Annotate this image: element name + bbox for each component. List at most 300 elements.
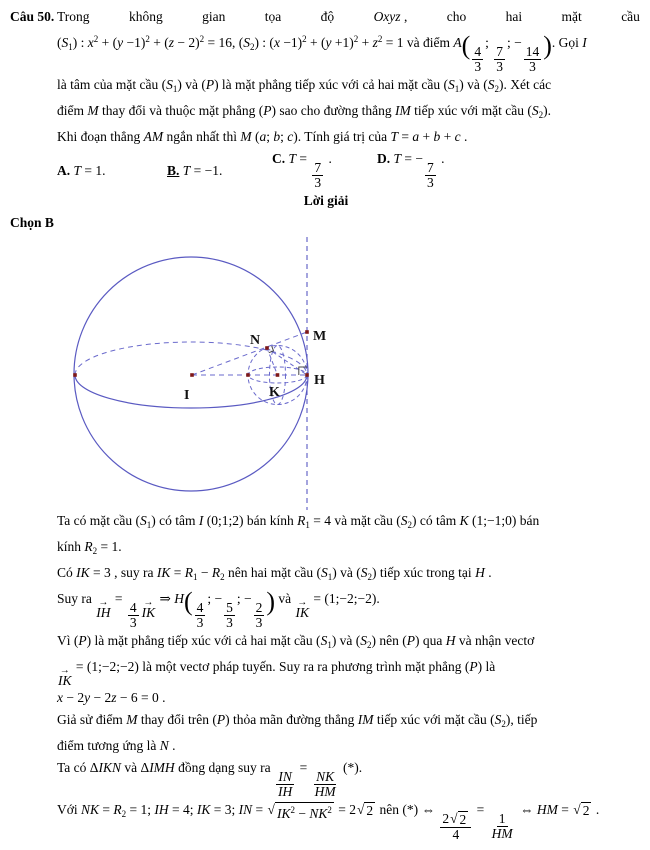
answer-option-D: [377, 151, 642, 190]
text-run: 4: [196, 600, 204, 615]
text-run: ) sao cho đường thẳng: [271, 103, 396, 118]
text-run: ) có tâm: [411, 513, 460, 528]
subscript: 1: [193, 572, 198, 582]
radicand: [364, 802, 375, 818]
radical-sign: √: [573, 802, 581, 817]
vector-name: IK: [295, 605, 310, 620]
question-block: [10, 6, 642, 148]
fraction: [254, 601, 265, 630]
math-var: R: [297, 513, 306, 528]
text-run: .: [484, 565, 492, 580]
label-I: I: [184, 388, 190, 403]
vector-name: IK: [58, 673, 72, 688]
text-run: −1): [279, 35, 303, 50]
text-run: + (: [149, 35, 169, 50]
math-var: I: [198, 513, 204, 528]
math-var: IN: [238, 802, 253, 817]
text-line: [57, 687, 640, 709]
math-var: NK: [309, 806, 328, 821]
fraction: [440, 811, 471, 842]
text-run: =: [99, 802, 114, 817]
vector-arrow: →: [143, 600, 154, 607]
text-run: (0;1;2) bán kính: [203, 513, 298, 528]
math-var: IKN: [98, 760, 121, 775]
denominator: [254, 616, 265, 630]
text-run: ⇒: [156, 591, 175, 606]
text-run: tiếp xúc với mặt cầu (: [373, 712, 495, 727]
bold-text: A.: [57, 162, 74, 178]
vector: [58, 668, 72, 687]
denominator: [425, 176, 436, 190]
text-run: ,: [400, 9, 408, 24]
justified-word: [621, 6, 640, 28]
fraction: [312, 161, 323, 190]
superscript: 2: [145, 34, 150, 44]
numerator: [128, 601, 139, 616]
superscript: 2: [353, 34, 359, 44]
point-N: [265, 346, 269, 350]
math-var: P: [205, 77, 215, 92]
denominator: [313, 785, 338, 799]
text-run: ). Xét các: [498, 77, 552, 92]
text-run: ) là: [477, 659, 496, 674]
fraction: [195, 601, 206, 630]
text-run: = 3 , suy ra: [89, 565, 157, 580]
fraction: [313, 770, 338, 799]
subscript: 2: [407, 520, 412, 530]
text-line: [57, 630, 640, 656]
radical-sign: √: [356, 802, 365, 817]
subscript: 1: [68, 42, 73, 52]
text-run: ) và (: [177, 77, 206, 92]
justified-word: [129, 6, 163, 28]
text-run: 3: [196, 615, 204, 630]
subscript: 1: [454, 84, 460, 94]
text-run: thay đổi và thuộc mặt phẳng (: [98, 103, 264, 118]
math-var: NK: [81, 802, 100, 817]
subscript: 1: [327, 640, 332, 650]
solution-lines: [57, 510, 640, 842]
math-var: T: [73, 162, 82, 178]
text-run: ; −: [236, 591, 252, 606]
math-var: S: [166, 77, 173, 92]
subscript: 1: [327, 572, 333, 582]
math-var: S: [360, 633, 368, 648]
text-run: .: [437, 151, 445, 166]
text-run: ; −: [207, 591, 223, 606]
text-run: ) :: [72, 35, 88, 50]
bold-underlined-text: B: [167, 162, 177, 178]
justified-word: [506, 6, 523, 28]
text-run: Vì (: [57, 633, 79, 648]
fraction: [224, 601, 235, 630]
subscript: 1: [146, 520, 152, 530]
superscript: 2: [290, 805, 295, 815]
math-var: R: [211, 565, 221, 580]
big-paren: ): [543, 31, 552, 60]
math-var: P: [263, 103, 272, 118]
justified-word: [202, 6, 225, 28]
subscript: 2: [501, 719, 506, 729]
math-var: z: [372, 35, 378, 50]
text-run: ) và (: [331, 633, 361, 648]
denominator: [128, 616, 139, 630]
math-var: a: [412, 129, 420, 144]
text-run: và Δ: [121, 760, 150, 775]
point-I: [190, 373, 194, 377]
text-line: [57, 562, 640, 588]
math-var: S: [243, 35, 250, 50]
text-run: ) tiếp xúc trong tại: [371, 565, 476, 580]
text-run: =: [111, 591, 126, 606]
text-run: Khi đoạn thẳng: [57, 129, 144, 144]
math-var: R: [84, 539, 93, 554]
vector: [296, 600, 310, 619]
text-run: − 2: [63, 690, 85, 705]
text-run: 2: [582, 803, 590, 818]
text-run: điểm tương ứng là: [57, 738, 160, 753]
text-run: gian: [202, 9, 226, 24]
numerator: [472, 45, 483, 60]
square-root: [450, 811, 468, 827]
text-run: 7: [427, 160, 434, 175]
text-run: ) nên (: [371, 633, 407, 648]
denominator: [276, 785, 294, 799]
math-var: P: [406, 633, 416, 648]
text-line: [57, 536, 640, 562]
text-run: .: [460, 129, 468, 144]
justified-word: [447, 6, 467, 28]
justified-word: [374, 6, 408, 28]
superscript: 2: [327, 805, 332, 815]
subscript: 2: [538, 110, 544, 120]
text-run: +: [419, 129, 434, 144]
answer-option-B: [167, 163, 272, 179]
text-run: 4: [129, 600, 137, 615]
math-var: M: [126, 712, 138, 727]
text-run: hai: [505, 9, 523, 24]
text-run: =: [170, 565, 185, 580]
text-run: là tâm của mặt cầu (: [57, 77, 167, 92]
text-run: . Gọi: [551, 35, 583, 50]
text-run: = 4 và mặt cầu (: [309, 513, 401, 528]
math-var: M: [87, 103, 99, 118]
math-var: NK: [316, 769, 335, 784]
math-var: S: [320, 565, 328, 580]
text-run: không: [128, 9, 163, 24]
math-var: T: [390, 129, 399, 144]
math-var: IK: [196, 802, 211, 817]
text-run: mặt: [561, 9, 582, 24]
text-run: Với: [57, 802, 82, 817]
vector-name: IK: [141, 605, 156, 620]
text-line: [57, 735, 640, 757]
text-run: = 2: [334, 802, 356, 817]
text-run: 3: [255, 615, 263, 630]
text-line: [57, 656, 640, 687]
math-var: S: [494, 712, 502, 727]
math-var: b: [273, 129, 281, 144]
subscript: 1: [172, 84, 178, 94]
text-run: Giả sử điểm: [57, 712, 127, 727]
superscript: 2: [302, 34, 307, 44]
text-run: tọa: [264, 9, 282, 24]
numerator: [440, 811, 471, 828]
text-run: 3: [496, 59, 503, 74]
vector-arrow: →: [98, 600, 109, 607]
text-run: Ta có Δ: [57, 760, 99, 775]
question-lines: [57, 28, 640, 148]
superscript: 2: [377, 34, 383, 44]
text-line: [57, 709, 640, 735]
label-N: N: [250, 333, 261, 348]
point-left-pole: [73, 373, 77, 377]
text-run: .: [592, 802, 600, 817]
denominator: [450, 828, 461, 842]
text-run: độ: [320, 9, 335, 24]
text-run: ) qua: [415, 633, 446, 648]
text-run: = 1;: [126, 802, 155, 817]
text-run: ;: [280, 129, 288, 144]
text-run: −: [197, 565, 212, 580]
numerator: [276, 770, 294, 785]
segment-N-H: [267, 348, 307, 375]
fraction: [490, 812, 515, 841]
text-run: = 1.: [81, 162, 106, 178]
math-var: S: [487, 77, 495, 92]
text-run: ) và (: [332, 565, 361, 580]
text-line: [57, 74, 640, 100]
answer-option-C: [272, 151, 377, 190]
math-var: x: [87, 35, 94, 50]
text-run: (1;−1;0) bán: [468, 513, 540, 528]
square-root: [573, 802, 591, 818]
fraction: [472, 45, 483, 74]
text-run: − 6 = 0 .: [116, 690, 166, 705]
text-run: = (1;−2;−2) là một vectơ pháp tuyến. Suy ra ra phương trình mặt phẳng (: [72, 659, 470, 674]
math-var: S: [61, 35, 69, 50]
text-run: = −1.: [190, 162, 223, 178]
answer-option-A: [57, 163, 167, 179]
subscript: 2: [249, 42, 255, 52]
numerator: [494, 45, 505, 60]
text-line: [57, 588, 640, 630]
text-run: 2: [255, 600, 263, 615]
text-run: ) thỏa mãn đường thẳng: [225, 712, 358, 727]
numerator: [195, 601, 206, 616]
big-paren: ): [266, 587, 276, 616]
bold-text: D.: [377, 151, 394, 166]
text-run: ) : (: [254, 35, 274, 50]
subscript: 2: [121, 809, 127, 819]
subscript: 2: [367, 572, 372, 582]
denominator: [527, 60, 538, 74]
math-var: R: [113, 802, 122, 817]
subscript: 2: [367, 640, 372, 650]
math-var: AM: [143, 129, 164, 144]
justified-word: [562, 6, 582, 28]
math-var: K: [459, 513, 469, 528]
text-run: = (1;−2;−2).: [310, 591, 380, 606]
math-var: c: [454, 129, 461, 144]
text-run: Trong: [57, 9, 90, 24]
text-run: .: [325, 151, 332, 166]
text-run: 14: [525, 44, 540, 59]
math-var: b: [433, 129, 441, 144]
text-run: − 2): [173, 35, 200, 50]
math-var: IK: [156, 565, 171, 580]
math-var: x: [57, 690, 63, 705]
math-var: a: [259, 129, 267, 144]
text-line: [57, 799, 640, 842]
numerator: [224, 601, 235, 616]
fraction: [494, 45, 505, 74]
text-run: 3: [427, 175, 434, 190]
fraction: [128, 601, 139, 630]
math-var: S: [531, 103, 539, 118]
math-var: IH: [278, 784, 293, 799]
fraction: [425, 161, 436, 190]
text-run: ).: [543, 103, 552, 118]
text-run: = 4;: [168, 802, 197, 817]
label-K: K: [269, 385, 280, 400]
big-paren: (: [461, 31, 471, 60]
text-run: = 16, (: [204, 35, 244, 50]
subscript: 2: [92, 546, 98, 556]
text-run: 4: [474, 44, 482, 59]
math-var: S: [400, 513, 408, 528]
numerator: [314, 770, 336, 785]
text-line: [57, 757, 640, 799]
text-run: (*).: [339, 760, 363, 775]
text-run: cầu: [621, 9, 640, 24]
math-var: M: [240, 129, 252, 144]
denominator: [224, 616, 235, 630]
superscript: 2: [93, 34, 99, 44]
text-run: kính: [57, 539, 85, 554]
text-run: Suy ra: [57, 591, 96, 606]
denominator: [312, 176, 323, 190]
question-first-line: [10, 6, 642, 28]
radicand: [458, 811, 469, 827]
text-run: Ta có mặt cầu (: [57, 513, 141, 528]
solution-title: Lời giải: [303, 193, 349, 208]
text-line: [57, 510, 640, 536]
text-run: (: [251, 129, 260, 144]
point-K: [276, 373, 280, 377]
text-run: và nhận vectơ: [455, 633, 535, 648]
math-var: z: [111, 690, 117, 705]
math-var: T: [182, 162, 191, 178]
text-run: ). Tính giá trị của: [293, 129, 391, 144]
text-run: =: [398, 129, 413, 144]
text-run: 2: [459, 812, 467, 827]
denominator: [195, 616, 206, 630]
fraction: [524, 45, 542, 74]
text-run: 3: [474, 59, 482, 74]
text-run: đồng dạng suy ra: [174, 760, 275, 775]
math-var: Oxyz: [373, 9, 401, 24]
radical-sign: √: [267, 802, 275, 817]
text-run: 4: [452, 827, 460, 842]
square-root: [268, 802, 334, 821]
math-var: N: [159, 738, 169, 753]
justified-word: [321, 6, 335, 28]
text-run: (: [57, 35, 62, 50]
numerator: [254, 601, 265, 616]
math-var: P: [216, 712, 226, 727]
superscript: 2: [199, 34, 205, 44]
numerator: [524, 45, 542, 60]
point-H: [305, 373, 309, 377]
bold-text: C.: [272, 151, 289, 166]
text-run: 3: [226, 615, 233, 630]
math-var: IMH: [149, 760, 175, 775]
question-line1-justified: [57, 6, 642, 28]
text-run: +: [440, 129, 455, 144]
math-var: z: [168, 35, 174, 50]
text-line: [57, 28, 640, 74]
text-run: 1: [498, 811, 506, 826]
text-run: −1): [123, 35, 146, 50]
vector: [96, 600, 110, 619]
math-var: S: [360, 565, 368, 580]
radicand: [275, 802, 334, 821]
text-run: ;: [266, 129, 274, 144]
text-run: cho: [446, 9, 467, 24]
math-var: IM: [357, 712, 374, 727]
math-var: HM: [314, 784, 336, 799]
math-var: P: [469, 659, 478, 674]
text-run: ; −: [506, 35, 522, 50]
text-line: [57, 126, 640, 148]
text-run: nên (*) ⇔: [376, 802, 439, 817]
text-run: =: [296, 760, 311, 775]
text-run: Có: [57, 565, 77, 580]
text-run: +1): [331, 35, 354, 50]
point-small-left: [246, 373, 250, 377]
math-var: A: [453, 35, 462, 50]
text-run: tiếp xúc với mặt cầu (: [410, 103, 532, 118]
text-run: nên hai mặt cầu (: [224, 565, 321, 580]
vector-name: IH: [96, 605, 111, 620]
math-var: c: [287, 129, 294, 144]
math-var: S: [320, 633, 328, 648]
math-var: I: [582, 35, 587, 50]
text-run: + (: [98, 35, 118, 50]
square-root: [357, 802, 375, 818]
question-number: Câu 50.: [10, 9, 55, 24]
text-run: + (: [306, 35, 326, 50]
text-run: −: [294, 806, 310, 821]
fraction: [276, 770, 294, 799]
text-run: 3: [529, 59, 536, 74]
math-var: y: [325, 35, 332, 50]
chosen-answer: Chọn B: [10, 215, 54, 230]
math-var: IH: [154, 802, 169, 817]
text-run: ) có tâm: [151, 513, 199, 528]
math-var: H: [174, 591, 184, 606]
text-run: +: [358, 35, 373, 50]
text-run: 2: [366, 803, 374, 818]
text-run: 2: [442, 811, 450, 826]
text-run: =: [296, 151, 311, 166]
subscript: 2: [220, 572, 225, 582]
text-run: ), tiếp: [505, 712, 538, 727]
text-run: .: [168, 738, 176, 753]
denominator: [494, 60, 505, 74]
numerator: [497, 812, 508, 827]
